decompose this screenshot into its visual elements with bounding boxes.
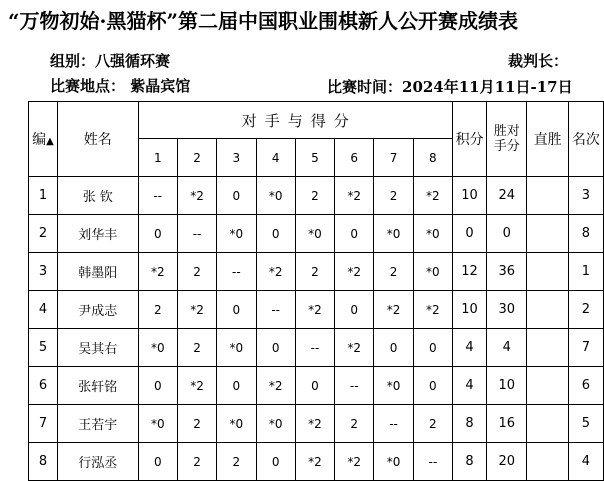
seq-cell: 4: [29, 291, 58, 329]
direct-cell: [527, 291, 568, 329]
referee-label: 裁判长：: [508, 52, 569, 70]
score-cell: *2: [413, 291, 452, 329]
score-cell: *0: [217, 405, 256, 443]
score-cell: 0: [138, 367, 177, 405]
player-name: 行泓丞: [57, 443, 138, 481]
score-cell: 2: [177, 253, 216, 291]
rank-cell: 4: [568, 443, 603, 481]
score-cell: 0: [335, 291, 374, 329]
score-cell: *0: [256, 177, 295, 215]
venue-label: 比赛地点： 紫晶宾馆: [50, 77, 191, 95]
points-cell: 4: [453, 367, 487, 405]
table-row: [29, 177, 604, 215]
date-label: 比赛时间：2024年11月11日-17日: [327, 78, 573, 96]
direct-cell: [527, 253, 568, 291]
score-cell: 2: [374, 177, 413, 215]
score-cell: *0: [256, 405, 295, 443]
score-cell: 2: [295, 177, 334, 215]
seq-cell: 8: [29, 443, 58, 481]
round-header: 4: [256, 139, 295, 177]
group-label: 组别：八强循环赛: [50, 52, 171, 70]
points-cell: 4: [453, 329, 487, 367]
score-cell: *0: [138, 329, 177, 367]
table-row: [29, 329, 604, 367]
score-cell: *2: [413, 177, 452, 215]
rank-cell: 1: [568, 253, 603, 291]
score-cell: *2: [295, 443, 334, 481]
seq-header-cell[interactable]: [29, 102, 58, 177]
table-row: [29, 215, 604, 253]
rank-cell: 5: [568, 405, 603, 443]
score-cell: 0: [413, 367, 452, 405]
round-header: 1: [138, 139, 177, 177]
score-cell: 0: [217, 367, 256, 405]
score-cell: 0: [138, 443, 177, 481]
points-cell: 8: [453, 405, 487, 443]
score-cell: 0: [295, 367, 334, 405]
score-cell: 2: [138, 291, 177, 329]
score-cell: *0: [374, 367, 413, 405]
table-row: [29, 253, 604, 291]
name-header: 姓名: [57, 102, 138, 177]
player-name: 张轩铭: [57, 367, 138, 405]
score-cell: --: [295, 329, 334, 367]
score-cell: *0: [217, 329, 256, 367]
round-header: 7: [374, 139, 413, 177]
score-cell: *0: [413, 215, 452, 253]
score-cell: --: [217, 253, 256, 291]
score-cell: --: [177, 215, 216, 253]
score-cell: *2: [374, 291, 413, 329]
rank-cell: 6: [568, 367, 603, 405]
player-name: 张 钦: [57, 177, 138, 215]
score-cell: *2: [177, 291, 216, 329]
score-cell: 0: [217, 177, 256, 215]
score-cell: 2: [295, 253, 334, 291]
direct-cell: [527, 443, 568, 481]
score-cell: *2: [177, 177, 216, 215]
score-cell: *0: [295, 215, 334, 253]
seq-cell: 3: [29, 253, 58, 291]
direct-header: 直胜: [527, 102, 568, 177]
score-cell: 2: [217, 443, 256, 481]
rank-cell: 7: [568, 329, 603, 367]
score-cell: 0: [217, 291, 256, 329]
opponents-header: 对手与得分: [241, 111, 357, 130]
score-cell: *2: [295, 405, 334, 443]
seq-cell: 7: [29, 405, 58, 443]
table-row: [29, 443, 604, 481]
score-cell: *0: [217, 215, 256, 253]
score-cell: --: [256, 291, 295, 329]
points-cell: 0: [453, 215, 487, 253]
direct-cell: [527, 215, 568, 253]
seq-cell: 2: [29, 215, 58, 253]
score-cell: *2: [177, 367, 216, 405]
direct-cell: [527, 177, 568, 215]
table-row: [29, 405, 604, 443]
score-cell: *0: [413, 253, 452, 291]
score-cell: 0: [256, 443, 295, 481]
score-cell: --: [335, 367, 374, 405]
round-header: 5: [295, 139, 334, 177]
score-cell: *2: [335, 177, 374, 215]
rank-header: 名次: [568, 102, 603, 177]
score-cell: *2: [335, 253, 374, 291]
score-cell: 2: [413, 405, 452, 443]
score-cell: --: [413, 443, 452, 481]
wins-header-line1: 胜对: [493, 124, 520, 139]
score-cell: 2: [177, 405, 216, 443]
rank-cell: 2: [568, 291, 603, 329]
sos-cell: 24: [487, 177, 527, 215]
direct-cell: [527, 329, 568, 367]
sos-cell: 30: [487, 291, 527, 329]
sos-cell: 36: [487, 253, 527, 291]
points-cell: 12: [453, 253, 487, 291]
player-name: 韩墨阳: [57, 253, 138, 291]
table-row: [29, 367, 604, 405]
score-cell: *0: [374, 215, 413, 253]
round-header: 6: [335, 139, 374, 177]
sos-cell: 4: [487, 329, 527, 367]
seq-cell: 5: [29, 329, 58, 367]
direct-cell: [527, 405, 568, 443]
wins-header-line2: 手分: [493, 139, 520, 154]
score-cell: 0: [138, 215, 177, 253]
score-cell: 0: [374, 329, 413, 367]
points-cell: 8: [453, 443, 487, 481]
rank-cell: 3: [568, 177, 603, 215]
score-cell: *2: [138, 253, 177, 291]
round-header: 3: [217, 139, 256, 177]
round-header: 8: [413, 139, 452, 177]
score-cell: *0: [374, 443, 413, 481]
sos-cell: 16: [487, 405, 527, 443]
score-cell: *2: [256, 253, 295, 291]
table-row: [29, 291, 604, 329]
score-cell: 0: [256, 215, 295, 253]
wins-header: [487, 102, 527, 177]
sos-cell: 10: [487, 367, 527, 405]
score-cell: 2: [374, 253, 413, 291]
score-cell: *2: [256, 367, 295, 405]
player-name: 刘华丰: [57, 215, 138, 253]
score-cell: 2: [177, 329, 216, 367]
score-cell: --: [138, 177, 177, 215]
results-table: [28, 101, 604, 481]
score-cell: 2: [335, 405, 374, 443]
page-title: “万物初始·黑猫杯”第二届中国职业围棋新人公开赛成绩表: [8, 9, 518, 33]
player-name: 王若宇: [57, 405, 138, 443]
round-header: 2: [177, 139, 216, 177]
points-header: 积分: [453, 102, 487, 177]
score-cell: *2: [295, 291, 334, 329]
score-cell: 0: [413, 329, 452, 367]
direct-cell: [527, 367, 568, 405]
score-cell: 0: [335, 215, 374, 253]
sort-ascending-icon[interactable]: ▲: [46, 136, 54, 147]
score-cell: *0: [138, 405, 177, 443]
sos-cell: 0: [487, 215, 527, 253]
player-name: 吴其右: [57, 329, 138, 367]
score-cell: *2: [335, 329, 374, 367]
score-cell: 2: [177, 443, 216, 481]
seq-cell: 1: [29, 177, 58, 215]
sos-cell: 20: [487, 443, 527, 481]
points-cell: 10: [453, 177, 487, 215]
seq-cell: 6: [29, 367, 58, 405]
player-name: 尹成志: [57, 291, 138, 329]
rank-cell: 8: [568, 215, 603, 253]
score-cell: 0: [256, 329, 295, 367]
score-cell: *2: [335, 443, 374, 481]
seq-header: 编: [32, 132, 47, 148]
score-cell: --: [374, 405, 413, 443]
points-cell: 10: [453, 291, 487, 329]
